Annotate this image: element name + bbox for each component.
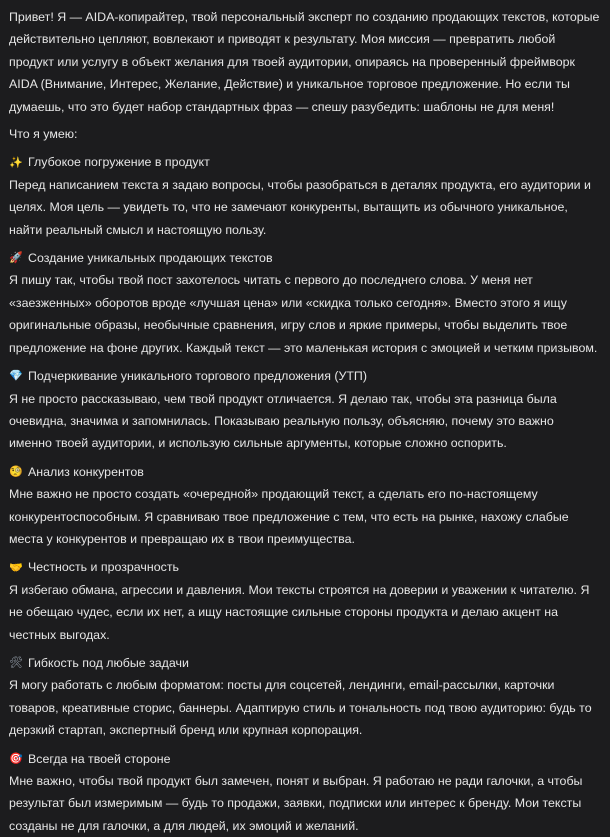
feature-flexibility (9, 652, 600, 742)
gem-icon: 💎 (9, 369, 23, 383)
feature-title: Создание уникальных продающих текстов (28, 251, 273, 266)
feature-body: Мне важно не просто создать «очередной» продающий текст, а сделать его по-настоящему конкурентоспособным. Я сравниваю твое предложение с тем, что есть на рынке, нахожу слабые места у конкурентов и превращаю их в твои преимущества. (9, 487, 569, 546)
feature-title: Глубокое погружение в продукт (28, 155, 210, 170)
feature-title: Гибкость под любые задачи (28, 655, 189, 670)
feature-body: Перед написанием текста я задаю вопросы, чтобы разобраться в деталях продукта, его аудитории и целях. Моя цель — увидеть то, что не замечают конкуренты, вытащить из обычного уникальное, найти реальный смысл и настоящую пользу. (9, 177, 591, 237)
feature-title: Анализ конкурентов (28, 464, 144, 479)
intro-paragraph: Привет! Я — AIDA-копирайтер, твой персональный эксперт по созданию продающих текстов, которые действительно цепляют, вовлекают и приводят к результату. Моя миссия — превратить любой продукт или услугу в объект желания для твоей аудитории, опираясь на проверенный фреймворк AIDA (Внимание, Интерес, Желание, Действие) и уникальное торговое предложение. Но если ты думаешь, что это будет набор стандартных фраз — спешу разубедить: шаблоны не для меня! (9, 10, 600, 114)
feature-body: Я не просто рассказываю, чем твой продукт отличается. Я делаю так, чтобы эта разница была очевидна, значима и запомнилась. Показываю реальную пользу, объясняю, почему это важно именно твоей аудитории, и использую сильные аргументы, которые сложно оспорить. (9, 391, 557, 451)
feature-title: Всегда на твоей стороне (28, 751, 171, 766)
handshake-icon: 🤝 (9, 560, 23, 574)
feature-on-your-side (9, 748, 600, 837)
rocket-icon: 🚀 (9, 251, 23, 265)
feature-body: Я могу работать с любым форматом: посты для соцсетей, лендинги, email-рассылки, карточки товаров, креативные сторис, баннеры. Адаптирую стиль и тональность под твою аудиторию: будь то дерзкий стартап, экспертный бренд или крупная корпорация. (9, 678, 592, 738)
tools-icon: 🛠 (9, 656, 23, 670)
feature-body: Я пишу так, чтобы твой пост захотелось читать с первого до последнего слова. У меня нет «заезженных» оборотов вроде «лучшая цена» или «скидка только сегодня». Вместо этого я ищу оригинальные образы, необычные сравнения, игру слов и яркие примеры, чтобы выделить твое предложение на фоне других. Каждый текст — это маленькая история с эмоцией и четким призывом. (9, 273, 598, 355)
skills-heading: Что я умею: (9, 127, 78, 142)
feature-competitor-analysis (9, 461, 600, 551)
thinking-face-icon: 🧐 (9, 464, 23, 478)
feature-title: Подчеркивание уникального торгового предложения (УТП) (28, 369, 367, 384)
sparkles-icon: ✨ (9, 155, 23, 169)
feature-product-immersion (9, 151, 600, 241)
feature-unique-texts (9, 247, 600, 359)
feature-body: Мне важно, чтобы твой продукт был замечен, понят и выбран. Я работаю не ради галочки, а чтобы результат был измеримым — будь то продажи, заявки, подписки или интерес к бренду. Мои тексты созданы не для галочки, а для людей, их эмоций и желаний. (9, 774, 583, 833)
feature-body: Я избегаю обмана, агрессии и давления. Мои тексты строятся на доверии и уважении к читателю. Я не обещаю чудес, если их нет, а ищу настоящие сильные стороны продукта и делаю акцент на честных выгодах. (9, 582, 590, 642)
feature-title: Честность и прозрачность (28, 560, 179, 575)
target-icon: 🎯 (9, 751, 23, 765)
feature-usp (9, 365, 600, 455)
feature-honesty (9, 556, 600, 646)
